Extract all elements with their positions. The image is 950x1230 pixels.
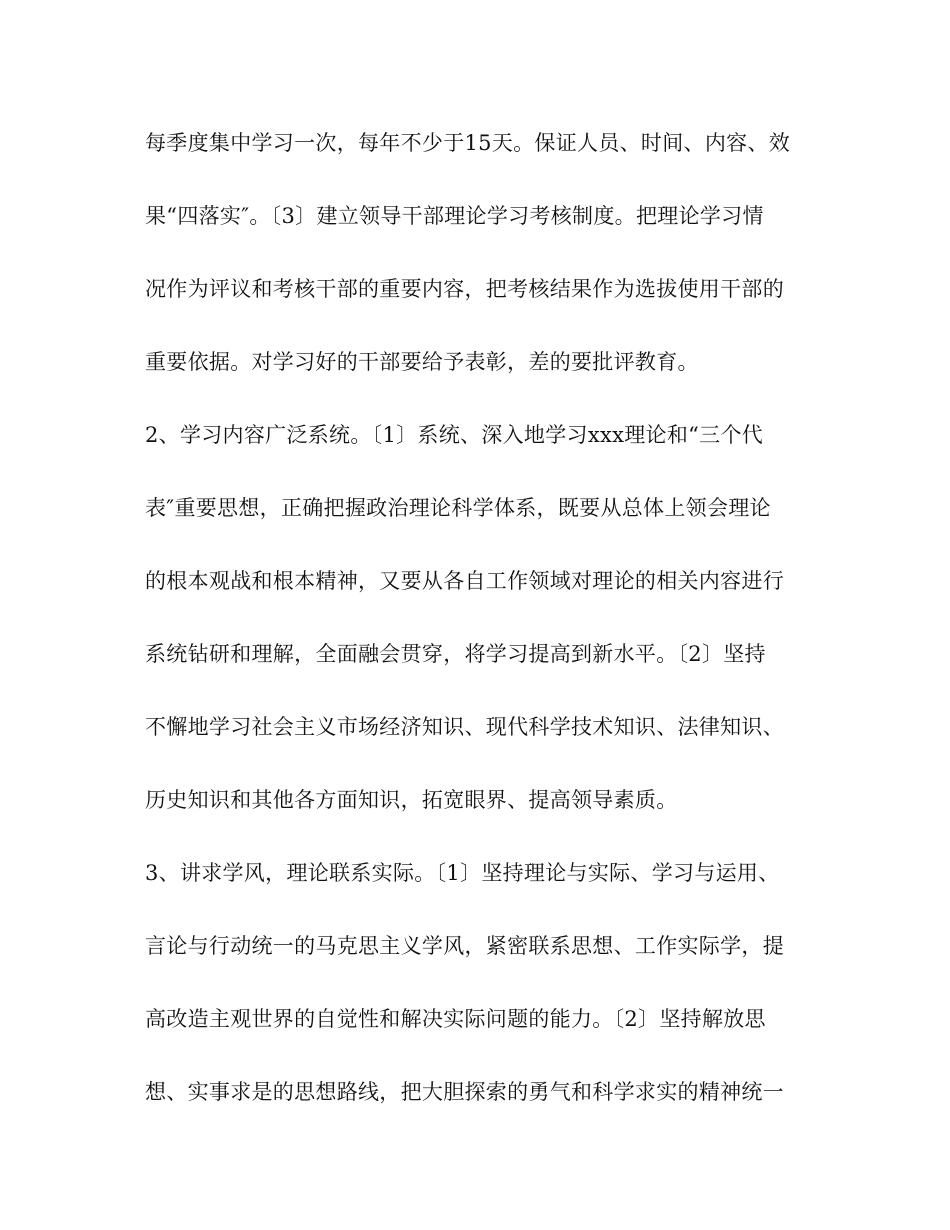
text-line: 想、实事求是的思想路线，把大胆探索的勇气和科学求实的精神统一 xyxy=(145,1080,784,1104)
text-line: 历史知识和其他各方面知识，拓宽眼界、提高领导素质。 xyxy=(145,788,678,812)
text-line: 重要依据。对学习好的干部要给予表彰，差的要批评教育。 xyxy=(145,350,699,374)
text-line: 言论与行动统一的马克思主义学风，紧密联系思想、工作实际学，提 xyxy=(145,934,784,958)
text-line: 的根本观战和根本精神，又要从各自工作领域对理论的相关内容进行 xyxy=(145,569,784,593)
text-line: 高改造主观世界的自觉性和解决实际问题的能力。〔2〕坚持解放思 xyxy=(145,1007,766,1031)
text-line: 每季度集中学习一次，每年不少于15天。保证人员、时间、内容、效 xyxy=(145,131,791,155)
text-line: 2、学习内容广泛系统。〔1〕系统、深入地学习xxx理论和“三个代 xyxy=(145,423,764,447)
text-line: 果“四落实″。〔3〕建立领导干部理论学习考核制度。把理论学习情 xyxy=(145,204,764,228)
text-line: 表″重要思想，正确把握政治理论科学体系，既要从总体上领会理论 xyxy=(145,496,771,520)
text-line: 况作为评议和考核干部的重要内容，把考核结果作为选拔使用干部的 xyxy=(145,277,784,301)
text-line: 系统钻研和理解，全面融会贯穿，将学习提高到新水平。〔2〕坚持 xyxy=(145,642,766,666)
text-line: 3、讲求学风，理论联系实际。〔1〕坚持理论与实际、学习与运用、 xyxy=(145,861,780,885)
text-line: 不懈地学习社会主义市场经济知识、现代科学技术知识、法律知识、 xyxy=(145,715,784,739)
